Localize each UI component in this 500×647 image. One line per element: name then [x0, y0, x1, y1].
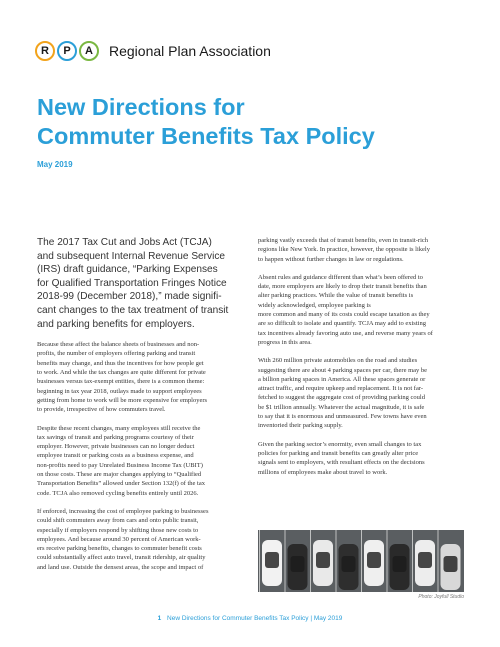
- body-line: on those costs. These are major changes applying to “Qualified: [37, 471, 202, 479]
- lead-line: The 2017 Tax Cut and Jobs Act (TCJA): [37, 237, 212, 248]
- body-line: alter parking practices. While the value of transit benefits is: [258, 292, 414, 300]
- lead-line: cant changes to the tax treatment of transit: [37, 304, 229, 316]
- body-line: Transportation Benefits” allowed under Section 132(f) of the tax: [37, 480, 205, 488]
- left-body-text: [37, 340, 243, 572]
- body-line: beginning in tax year 2018, outlays made to support employees: [37, 387, 202, 395]
- document-title: [37, 93, 457, 151]
- body-line: employees. And because around 30 percent of American work-: [37, 535, 201, 543]
- body-line: profits, the number of employers offering parking and transit: [37, 350, 196, 358]
- body-line: tax incentives already favoring auto use, and reverse many years of: [258, 329, 433, 337]
- body-paragraph: [258, 440, 464, 477]
- body-line: millions of employees make about travel to work.: [258, 468, 388, 476]
- body-line: progress in this area.: [258, 338, 312, 346]
- car: [313, 540, 333, 586]
- logo-letter-p: P: [57, 41, 77, 61]
- body-line: suggesting there are about 4 parking spaces per car, there may be: [258, 366, 428, 374]
- parking-lot-illustration: [258, 530, 464, 592]
- body-line: tax savings of transit and parking programs courtesy of their: [37, 433, 194, 441]
- page-number: 1: [157, 615, 162, 622]
- body-line: could shift commuters away from cars and onto public transit,: [37, 517, 199, 525]
- body-line: regions like New York. In practice, however, the opposite is likely: [258, 246, 430, 254]
- body-line: and land use. Outside the densest areas, the scope and impact of: [37, 563, 204, 571]
- lead-line: for Qualified Transportation Fringes Notice: [37, 277, 227, 289]
- logo-letter-r: R: [35, 41, 55, 61]
- body-line: fetched to suggest the aggregate cost of providing parking could: [258, 394, 425, 402]
- body-line: widely acknowledged, employee parking is: [258, 301, 371, 309]
- car: [288, 544, 308, 590]
- body-paragraph: [37, 507, 243, 572]
- car: [364, 540, 384, 586]
- footer-text: New Directions for Commuter Benefits Tax Policy | May 2019: [167, 615, 343, 622]
- body-paragraph: [258, 273, 464, 347]
- body-line: to happen without further changes in law or regulations.: [258, 255, 404, 263]
- body-line: non-profits need to pay Unrelated Business Income Tax (UBIT): [37, 461, 203, 469]
- body-line: especially if employers respond by shifting those new costs to: [37, 526, 199, 534]
- lead-line: and parking benefits for employers.: [37, 318, 195, 330]
- logo-letter-a: A: [79, 41, 99, 61]
- body-line: parking vastly exceeds that of transit benefits, even in transit-rich: [258, 237, 429, 244]
- body-line: to provide, irrespective of how commuters travel.: [37, 406, 166, 414]
- body-paragraph: [37, 340, 243, 414]
- body-line: could substantially affect auto travel, transit ridership, air quality: [37, 554, 206, 562]
- body-line: getting from home to work will be more expensive for employers: [37, 396, 208, 404]
- lead-line: and subsequent Internal Revenue Service: [37, 250, 225, 262]
- publication-date: May 2019: [37, 160, 73, 169]
- body-paragraph: [258, 356, 464, 430]
- body-paragraph: [258, 236, 464, 264]
- body-line: inventoried their parking supply.: [258, 422, 343, 430]
- body-paragraph: [37, 424, 243, 498]
- left-column: [37, 236, 243, 581]
- body-line: attract traffic, and require upkeep and replacement. It is not far-: [258, 385, 424, 393]
- body-line: policies for parking and transit benefits can greatly alter price: [258, 449, 419, 457]
- body-line: Absent rules and guidance different than what’s been offered to: [258, 273, 423, 281]
- right-body-text: [258, 236, 464, 477]
- body-line: employer. However, private businesses can no longer deduct: [37, 443, 195, 451]
- organization-name: Regional Plan Association: [109, 43, 271, 59]
- page-footer: [0, 615, 500, 622]
- body-line: If enforced, increasing the cost of employee parking to businesses: [37, 507, 209, 515]
- rpa-logo: [35, 40, 271, 62]
- body-line: be $1 trillion annually. Whatever the actual magnitude, it is safe: [258, 403, 425, 411]
- car: [441, 544, 461, 590]
- body-line: to say that it is enormous and unmeasured. Few towns have even: [258, 413, 427, 421]
- parking-lot-photo: [258, 530, 464, 592]
- body-line: signals sent to employers, with resultant effects on the decisions: [258, 459, 425, 467]
- body-line: code. TCJA also removed cycling benefits entirely until 2026.: [37, 489, 199, 497]
- body-line: Given the parking sector’s enormity, even small changes to tax: [258, 440, 422, 448]
- body-line: employee transit or parking costs as a business expense, and: [37, 452, 194, 460]
- body-line: Despite these recent changes, many employees still receive the: [37, 424, 201, 432]
- title-line: Commuter Benefits Tax Policy: [37, 123, 375, 149]
- body-line: more common and many of its costs could escape taxation as they: [258, 311, 430, 319]
- body-line: date, more employers are likely to drop their transit benefits than: [258, 283, 427, 291]
- body-line: are so difficult to isolate and quantify. TCJA may add to existing: [258, 320, 426, 328]
- body-line: benefits may change, and thus the incentives for how people get: [37, 359, 204, 367]
- body-line: a billion parking spaces in America. All these spaces generate or: [258, 375, 426, 383]
- body-line: ers receive parking benefits, changes to commuter benefit costs: [37, 545, 202, 553]
- right-column: [258, 236, 464, 486]
- body-line: Because these affect the balance sheets of businesses and non-: [37, 341, 200, 349]
- car: [262, 540, 282, 586]
- lead-paragraph: [37, 236, 243, 331]
- logo-circles: [35, 41, 99, 61]
- car: [339, 544, 359, 590]
- photo-caption: Photo: Joyfull Studio: [418, 594, 464, 600]
- body-line: to work. And while the tax changes are quite different for private: [37, 369, 206, 377]
- lead-line: (IRS) draft guidance, “Parking Expenses: [37, 264, 218, 276]
- lead-line: 2018-99 (December 2018),” made signifi-: [37, 291, 222, 303]
- title-line: New Directions for: [37, 94, 245, 120]
- car: [415, 540, 435, 586]
- body-line: businesses versus tax-exempt entities, there is a common theme:: [37, 378, 205, 386]
- body-line: With 260 million private automobiles on the road and studies: [258, 357, 418, 365]
- car: [390, 544, 410, 590]
